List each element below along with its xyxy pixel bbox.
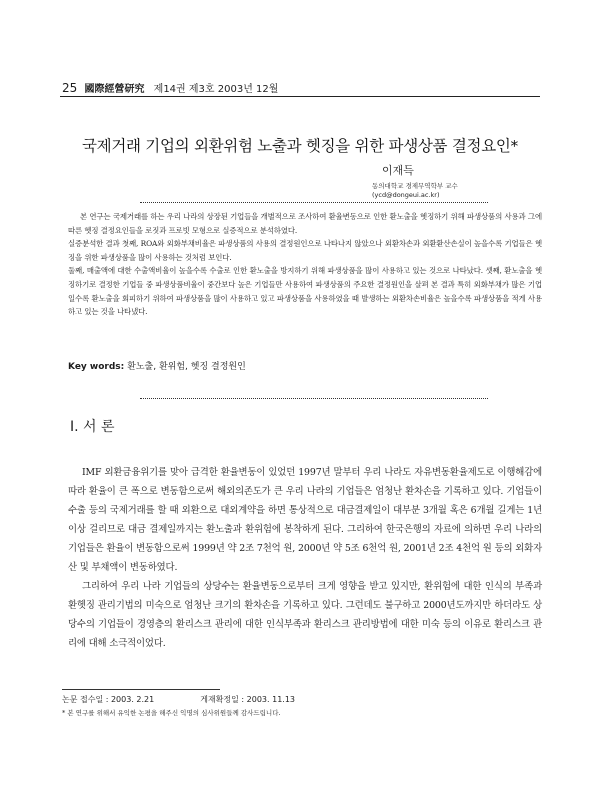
author-block: [372, 162, 458, 199]
abstract-bottom-rule: [140, 398, 488, 399]
journal-name: 國際經營研究: [84, 84, 145, 95]
abstract: [68, 210, 542, 319]
accepted-date: 게재확정일 : 2003. 11.13: [200, 695, 296, 704]
author-affiliation: 동의대학교 경제무역학부 교수: [372, 182, 458, 190]
issue-info: 제14권 제3호 2003년 12월: [153, 84, 279, 95]
abstract-paragraph: 실증분석한 결과 첫째, ROA와 외화부채비율은 파생상품의 사용의 결정원인으로 나타나지 않았으나 외환차손과 외환환산손실이 높을수록 기업들은 헷징을 위한 파생상품을 많이 사용하는 것처럼 보인다.: [68, 239, 542, 262]
footnote-rule: [62, 689, 220, 690]
footnote-note: * 본 연구를 위해서 유익한 논평을 해주신 익명의 심사위원들께 감사드립니다.: [62, 709, 281, 717]
paper-title: 국제거래 기업의 외환위험 노출과 헷징을 위한 파생상품 결정요인*: [81, 137, 518, 155]
header-rule: [60, 96, 540, 97]
body-paragraph: 그리하여 우리 나라 기업들의 상당수는 환율변동으로부터 크게 영향을 받고 있지만, 환위험에 대한 인식의 부족과 환헷징 관리기법의 미숙으로 엄청난 크기의 환차손을 기록하고 있다. 그런데도 불구하고 2000년도까지만 하더라도 상당수의 기업들이 경영층의 환리스크 관리에 대한 인식부족과 환리스크 관리방법에 대한 미숙 등의 이유로 환리스크 관리에 대해 소극적이었다.: [68, 581, 542, 649]
footnote-dates: [62, 694, 295, 705]
running-header: [62, 80, 278, 95]
keywords-list: 환노출, 환위험, 헷징 결정원인: [127, 362, 246, 372]
author-name: 이재득: [382, 164, 414, 177]
author-email: (ycd@dongeui.ac.kr): [372, 191, 440, 199]
page-number: 25: [62, 81, 78, 95]
keywords: [68, 359, 246, 372]
abstract-paragraph: 본 연구는 국제거래를 하는 우리 나라의 상장된 기업들을 개별적으로 조사하여 환율변동으로 인한 환노출을 헷징하기 위해 파생상품의 사용과 그에 따른 헷징 결정요인들을 로짓과 프로빗 모형으로 실증적으로 분석하였다.: [68, 212, 542, 235]
abstract-paragraph: 둘째, 매출액에 대한 수출액비율이 높을수록 수출로 인한 환노출을 방지하기 위해 파생상품을 많이 사용하고 있는 것으로 나타났다. 셋째, 환노출을 헷징하기로 결정한 기업들 중 파생상품비율이 중간보다 높은 기업들만 사용하여 파생상품의 주요한 결정원인을 살펴 본 결과 특히 외화부채가 많은 기업일수록 환노출을 회피하기 위하여 파생상품을 많이 사용하고 있고 파생상품을 사용하였을 때 발생하는 외환차손비율은 높을수록 파생상품을 적게 사용하고 있는 것을 나타냈다.: [68, 266, 542, 317]
received-date: 논문 접수일 : 2003. 2.21: [62, 695, 155, 704]
section-heading: Ⅰ. 서 론: [70, 419, 115, 435]
body-text: [68, 463, 542, 653]
keywords-label: Key words:: [68, 362, 125, 372]
abstract-top-rule: [140, 202, 488, 203]
body-paragraph: IMF 외환금융위기를 맞아 급격한 환율변동이 있었던 1997년 말부터 우리 나라도 자유변동환율제도로 이행해감에 따라 환율이 큰 폭으로 변동함으로써 해외의존도가 큰 우리 나라의 기업들은 엄청난 환차손을 기록하고 있다. 기업들이 수출 등의 국제거래를 할 때 외환으로 대외계약을 하면 통상적으로 대금결제일이 대부분 3개월 혹은 6개월 길게는 1년이상 걸리므로 대금 결제일까지는 환노출과 환위험에 봉착하게 된다. 그리하여 한국은행의 자료에 의하면 우리 나라의 기업들은 환율이 변동함으로써 1999년 약 2조 7천억 원, 2000년 약 5조 6천억 원, 2001년 2조 4천억 원 등의 외화자산 및 부채액이 변동하였다.: [68, 467, 542, 573]
